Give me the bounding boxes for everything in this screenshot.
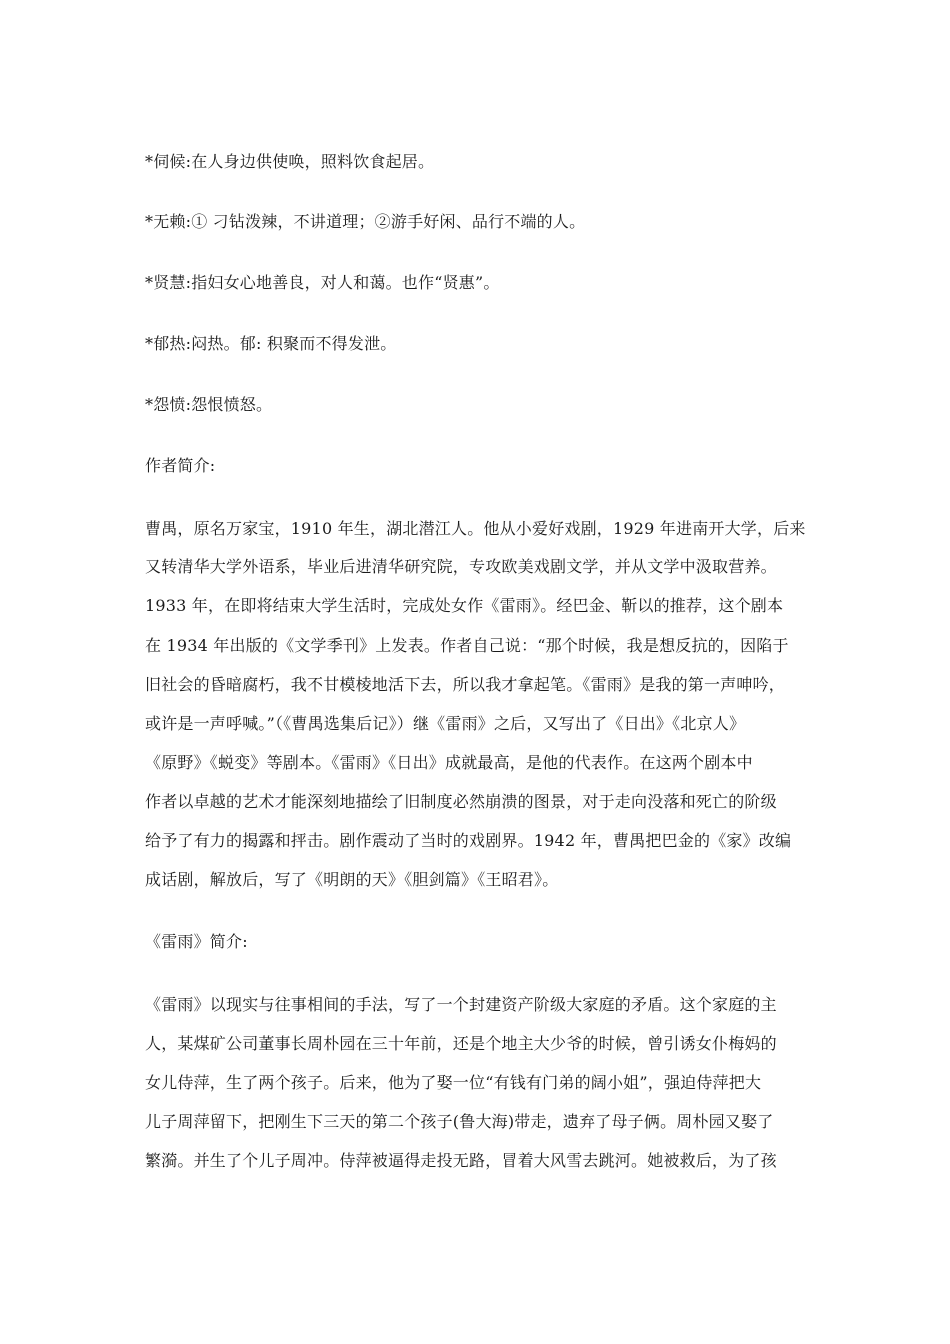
author-paragraph-line: 或许是一声呼喊。”（《曹禺选集后记》）继《雷雨》之后，又写出了《日出》《北京人》 xyxy=(145,714,746,733)
author-paragraph-line: 成话剧，解放后，写了《明朗的天》《胆剑篇》《王昭君》。 xyxy=(145,870,559,889)
author-paragraph-line: 曹禺，原名万家宝，1910 年生，湖北潜江人。他从小爱好戏剧，1929 年进南开大学，后来 xyxy=(145,519,806,538)
glossary-entry-wulai: *无赖:① 刁钻泼辣，不讲道理；②游手好闲、品行不端的人。 xyxy=(145,212,586,231)
glossary-entry-xianhui: *贤慧:指妇女心地善良，对人和蔼。也作“贤惠”。 xyxy=(145,273,500,292)
author-section-heading: 作者简介: xyxy=(145,456,216,475)
author-paragraph-line: 在 1934 年出版的《文学季刊》上发表。作者自己说：“那个时候，我是想反抗的，因陷于 xyxy=(145,636,789,655)
play-paragraph-line: 《雷雨》以现实与往事相间的手法，写了一个封建资产阶级大家庭的矛盾。这个家庭的主 xyxy=(145,995,777,1014)
play-paragraph-line: 繁漪。并生了个儿子周冲。侍萍被逼得走投无路，冒着大风雪去跳河。她被救后，为了孩 xyxy=(145,1151,777,1170)
author-paragraph-line: 给予了有力的揭露和抨击。剧作震动了当时的戏剧界。1942 年，曹禺把巴金的《家》改编 xyxy=(145,831,792,850)
play-paragraph-line: 人，某煤矿公司董事长周朴园在三十年前，还是个地主大少爷的时候，曾引诱女仆梅妈的 xyxy=(145,1034,777,1053)
glossary-entry-yure: *郁热:闷热。郁: 积聚而不得发泄。 xyxy=(145,334,397,353)
author-paragraph-line: 《原野》《蜕变》等剧本。《雷雨》《日出》成就最高，是他的代表作。在这两个剧本中 xyxy=(145,753,753,772)
glossary-entry-cihou: *伺候:在人身边供使唤，照料饮食起居。 xyxy=(145,152,435,171)
author-paragraph-line: 1933 年，在即将结束大学生活时，完成处女作《雷雨》。经巴金、靳以的推荐，这个剧本 xyxy=(145,596,784,615)
play-section-heading: 《雷雨》简介: xyxy=(145,932,248,951)
play-paragraph-line: 儿子周萍留下，把刚生下三天的第二个孩子(鲁大海)带走，遗弃了母子俩。周朴园又娶了 xyxy=(145,1112,774,1131)
glossary-entry-yuanfen: *怨愤:怨恨愤怒。 xyxy=(145,395,273,414)
author-paragraph-line: 旧社会的昏暗腐朽，我不甘模棱地活下去，所以我才拿起笔。《雷雨》是我的第一声呻吟， xyxy=(145,675,786,694)
play-paragraph-line: 女儿侍萍，生了两个孩子。后来，他为了娶一位“有钱有门弟的阔小姐”，强迫侍萍把大 xyxy=(145,1073,762,1092)
author-paragraph-line: 作者以卓越的艺术才能深刻地描绘了旧制度必然崩溃的图景，对于走向没落和死亡的阶级 xyxy=(145,792,777,811)
author-paragraph-line: 又转清华大学外语系，毕业后进清华研究院，专攻欧美戏剧文学，并从文学中汲取营养。 xyxy=(145,557,777,576)
